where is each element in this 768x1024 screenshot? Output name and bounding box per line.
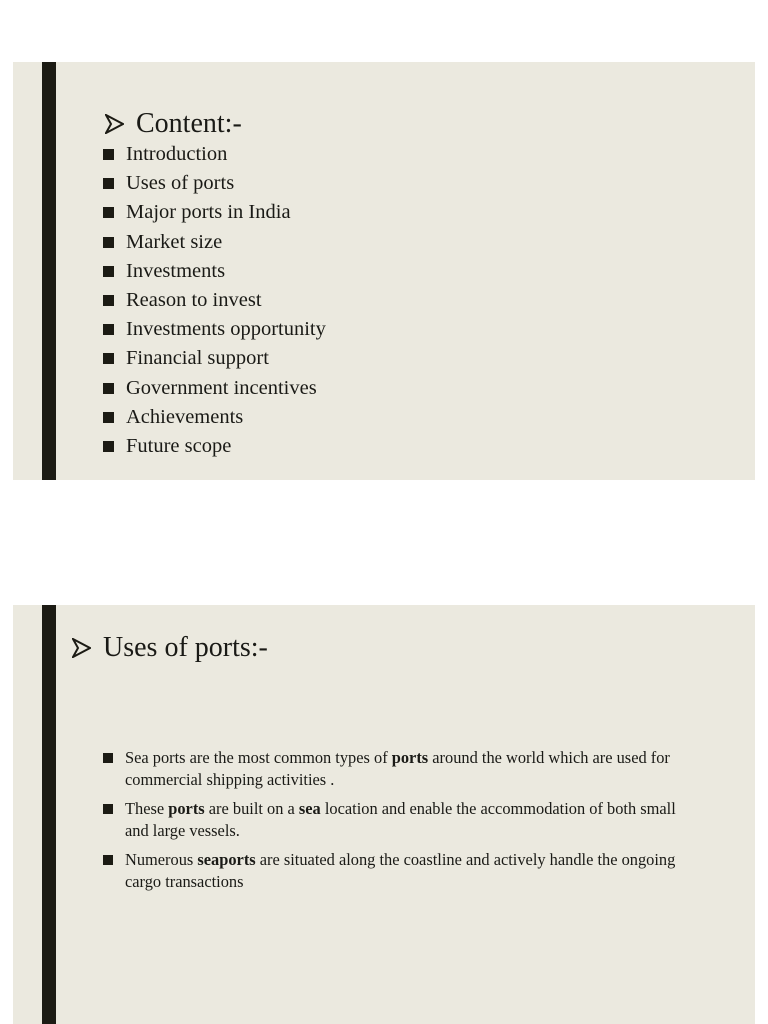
contents-list-item [103,403,326,432]
contents-item-label: Investments opportunity [126,318,326,341]
square-bullet-icon [103,855,113,865]
text-segment: Sea ports are the most common types of [125,748,392,767]
uses-bullet-item [103,747,693,791]
contents-list-item [103,169,326,198]
slide-uses-of-ports [13,605,755,1024]
contents-list-item [103,140,326,169]
contents-list-item [103,315,326,344]
contents-heading-text: Content:- [136,108,242,139]
contents-list-item [103,228,326,257]
uses-bullet-text [125,748,670,789]
uses-heading-text: Uses of ports:- [103,632,268,663]
text-segment: around the world which are used for commercial shipping activities . [125,748,670,789]
contents-item-label: Reason to invest [126,289,262,312]
square-bullet-icon [103,324,114,335]
contents-item-label: Introduction [126,143,228,166]
square-bullet-icon [103,149,114,160]
text-segment: These [125,799,169,818]
slide-accent-bar [42,62,56,480]
contents-list-item [103,344,326,373]
square-bullet-icon [103,266,114,277]
contents-item-label: Government incentives [126,376,317,399]
square-bullet-icon [103,412,114,423]
square-bullet-icon [103,383,114,394]
uses-bullet-text [125,799,676,840]
contents-item-label: Financial support [126,347,269,370]
slide-contents [13,62,755,480]
text-segment: location and enable the accommodation of both small and large vessels. [125,799,676,840]
contents-item-label: Investments [126,259,226,282]
square-bullet-icon [103,237,114,248]
contents-list-item [103,374,326,403]
bold-keyword: seaports [197,850,256,869]
square-bullet-icon [103,753,113,763]
contents-item-label: Uses of ports [126,172,235,195]
contents-list-item [103,198,326,227]
uses-heading [72,629,268,667]
text-segment: Numerous [125,850,198,869]
uses-bullet-item [103,849,693,893]
contents-list-item [103,432,326,461]
uses-bullet-item [103,798,693,842]
arrowhead-bullet-icon [72,638,91,658]
arrowhead-bullet-icon [105,114,124,134]
contents-item-label: Achievements [126,405,244,428]
contents-list-item [103,286,326,315]
contents-item-label: Major ports in India [126,201,291,224]
uses-bullet-text [125,850,675,891]
contents-item-label: Future scope [126,434,232,457]
slide-accent-bar [42,605,56,1024]
contents-heading [105,106,242,142]
square-bullet-icon [103,178,114,189]
square-bullet-icon [103,207,114,218]
bold-keyword: ports [168,799,205,818]
square-bullet-icon [103,441,114,452]
square-bullet-icon [103,804,113,814]
text-segment: are situated along the coastline and actively handle the ongoing cargo transactions [125,850,676,891]
contents-item-label: Market size [126,230,223,253]
text-segment: are built on a [204,799,299,818]
contents-list [103,140,326,461]
square-bullet-icon [103,353,114,364]
uses-bullet-list [103,747,693,900]
bold-keyword: ports [391,748,429,767]
contents-list-item [103,257,326,286]
square-bullet-icon [103,295,114,306]
bold-keyword: sea [298,799,321,818]
